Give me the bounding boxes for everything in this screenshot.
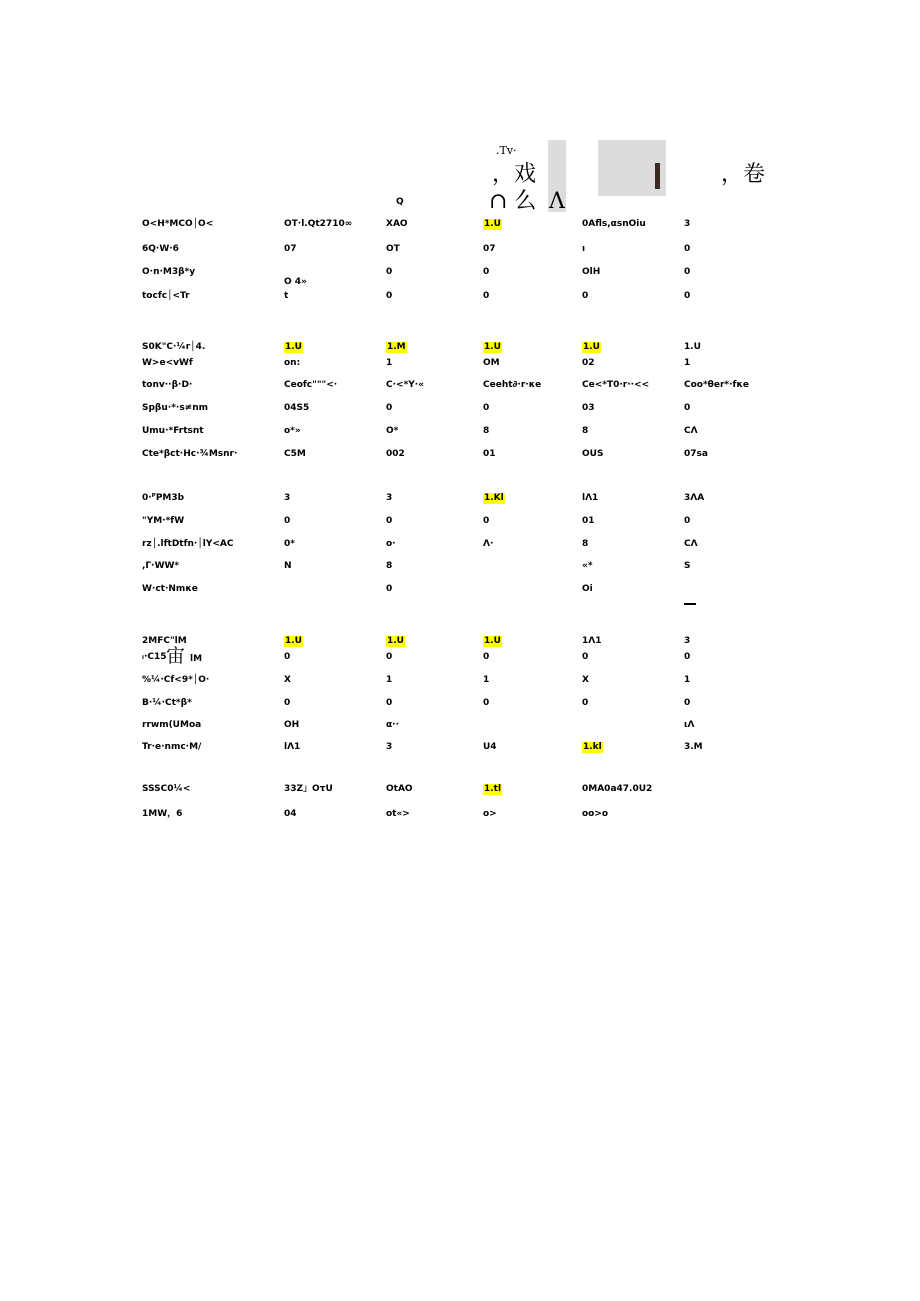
table-cell: «* [582, 561, 593, 571]
table-cell: 3 [386, 742, 393, 752]
table-cell: 8 [582, 426, 589, 436]
table-cell: 1 [386, 358, 393, 368]
table-cell: 0 [483, 698, 490, 708]
table-cell: 1 [684, 675, 691, 685]
table-cell: 0 [386, 584, 393, 594]
table-cell: X [582, 675, 589, 685]
table-cell: 33Z」OτU [284, 784, 333, 794]
table-cell: o> [483, 809, 497, 819]
table-cell: on: [284, 358, 301, 368]
table-cell: 3ΛA [684, 493, 705, 503]
table-cell: XAO [386, 219, 408, 229]
table-cell: 8 [483, 426, 490, 436]
table-cell: 0 [483, 516, 490, 526]
row-label: Cte*βct·Hc·¾Msnr· [142, 449, 238, 459]
dash-mark [684, 603, 696, 605]
table-cell: 0 [684, 267, 691, 277]
row-label: SSSC0¼< [142, 784, 191, 794]
table-cell: 0 [284, 516, 291, 526]
table-cell: C·<*Y·« [386, 380, 425, 390]
table-cell: 1.kl [583, 742, 602, 752]
table-cell: 0 [386, 652, 393, 662]
table-cell: α·· [386, 720, 400, 730]
table-cell: 04 [284, 809, 297, 819]
header-dark-bar [655, 163, 660, 189]
header-right-glyph: ，卷 [721, 162, 766, 187]
table-cell: OT [386, 244, 400, 254]
table-cell: O 4» [284, 277, 307, 287]
table-cell: 0* [284, 539, 295, 549]
table-cell: OlH [582, 267, 601, 277]
table-cell: S [684, 561, 691, 571]
table-cell: 3 [684, 636, 691, 646]
table-cell: 3 [386, 493, 393, 503]
table-cell: U4 [483, 742, 497, 752]
table-cell: 0 [684, 291, 691, 301]
row-label: Tr·e·nmc·M/ [142, 742, 202, 752]
row-label: tonv··β·D· [142, 380, 193, 390]
table-cell: 07sa [684, 449, 708, 459]
row-label: B·¼·Ct*β* [142, 698, 192, 708]
table-cell: 0 [386, 403, 393, 413]
table-cell: 1 [483, 675, 490, 685]
table-cell: lΛ1 [284, 742, 301, 752]
row-suffix: lM [190, 654, 203, 664]
table-cell: 1.U [583, 342, 600, 352]
table-cell: 1.U [285, 342, 302, 352]
row-label: O·n·M3β*y [142, 267, 196, 277]
table-cell: C5M [284, 449, 306, 459]
row-label: S0K"C·¼r│4. [142, 342, 206, 352]
table-cell: 0 [582, 698, 589, 708]
table-cell: 0Afls,αsnOiu [582, 219, 646, 229]
table-cell: OtAO [386, 784, 413, 794]
row-label: Spβu·*·s≠nm [142, 403, 209, 413]
row-label: 2MFC"lM [142, 636, 187, 646]
table-cell: 0 [483, 652, 490, 662]
table-cell: 01 [483, 449, 496, 459]
table-cell: 1.U [285, 636, 302, 646]
row-glyph: 宙 [166, 645, 186, 667]
table-cell: 0 [284, 698, 291, 708]
table-cell: OH [284, 720, 300, 730]
row-label: 6Q·W·6 [142, 244, 179, 254]
header-sub-mid: ∩ 么 [489, 189, 537, 214]
table-cell: 0 [483, 267, 490, 277]
table-cell: 03 [582, 403, 595, 413]
row-label: ,Γ·WW* [142, 561, 180, 571]
table-cell: 3 [684, 219, 691, 229]
row-label: "YM·*fW [142, 516, 185, 526]
table-cell: o*» [284, 426, 301, 436]
table-cell: 002 [386, 449, 405, 459]
header-sub-left: Q [396, 197, 404, 207]
header-sub-caret: Λ [549, 189, 565, 214]
table-cell: 04S5 [284, 403, 310, 413]
row-label: Umu·*Frtsnt [142, 426, 204, 436]
table-cell: 0 [684, 652, 691, 662]
table-cell: 0MA0a47.0U2 [582, 784, 653, 794]
table-cell: Ce<*T0·r··<< [582, 380, 650, 390]
row-label: ᵢ·C15 [142, 652, 167, 662]
table-cell: 8 [386, 561, 393, 571]
table-cell: 1.M [387, 342, 406, 352]
table-cell: OUS [582, 449, 604, 459]
table-cell: ιΛ [684, 720, 695, 730]
table-cell: t [284, 291, 289, 301]
table-cell: Ceofc"""<· [284, 380, 338, 390]
row-label: rz│.lftDtfn·│lY<AC [142, 539, 234, 549]
table-cell: 0 [386, 267, 393, 277]
table-cell: ı [582, 244, 586, 254]
table-cell: OM [483, 358, 500, 368]
table-cell: 07 [483, 244, 496, 254]
table-cell: 0 [582, 291, 589, 301]
table-cell: 0 [684, 244, 691, 254]
table-cell: 1.U [484, 636, 501, 646]
row-label: W>e<vWf [142, 358, 193, 368]
table-cell: 1 [684, 358, 691, 368]
row-label: 0·ᴾPM3b [142, 493, 185, 503]
table-cell: 1 [386, 675, 393, 685]
table-cell: Oi [582, 584, 593, 594]
table-cell: 01 [582, 516, 595, 526]
table-cell: N [284, 561, 292, 571]
row-label: 1MW，6 [142, 809, 183, 819]
table-cell: 0 [386, 698, 393, 708]
table-cell: 0 [386, 516, 393, 526]
table-cell: 1.U [387, 636, 404, 646]
table-cell: 1Λ1 [582, 636, 602, 646]
table-cell: 1.tl [484, 784, 502, 794]
table-cell: 3.M [684, 742, 703, 752]
table-cell: o· [386, 539, 396, 549]
table-cell: 0 [582, 652, 589, 662]
table-cell: X [284, 675, 291, 685]
table-cell: 02 [582, 358, 595, 368]
table-cell: 8 [582, 539, 589, 549]
row-label: %¼·Cf<9*│O· [142, 675, 210, 685]
table-cell: 0 [386, 291, 393, 301]
table-cell: lΛ1 [582, 493, 599, 503]
table-cell: oo>o [582, 809, 609, 819]
table-cell: Coo*θer*·fκe [684, 380, 749, 390]
table-cell: 1.U [484, 342, 501, 352]
table-cell: 0 [284, 652, 291, 662]
table-cell: 0 [684, 403, 691, 413]
table-cell: 0 [684, 698, 691, 708]
table-cell: Ceeht∂·r·κe [483, 380, 542, 390]
table-cell: 1.Kl [484, 493, 504, 503]
table-cell: 0 [684, 516, 691, 526]
table-cell: OT·l.Qt2710∞ [284, 219, 353, 229]
table-cell: 3 [284, 493, 291, 503]
table-cell: 1.U [684, 342, 701, 352]
table-cell: 0 [483, 403, 490, 413]
table-cell: ot«> [386, 809, 410, 819]
table-cell: CΛ [684, 539, 698, 549]
table-cell: 1.U [484, 219, 501, 229]
row-label: tocfc│<Tr [142, 291, 190, 301]
table-cell: 0 [483, 291, 490, 301]
table-cell: 07 [284, 244, 297, 254]
row-label: rrwm(UMoa [142, 720, 202, 730]
header-left-glyph: ，戏 [492, 162, 537, 187]
table-cell: Λ· [483, 539, 494, 549]
table-cell: O* [386, 426, 399, 436]
header-small-text: .Tv· [496, 144, 517, 157]
table-cell: CΛ [684, 426, 698, 436]
row-label: O<H*MCO│O< [142, 219, 214, 229]
row-label: W·ct·Nmκe [142, 584, 198, 594]
